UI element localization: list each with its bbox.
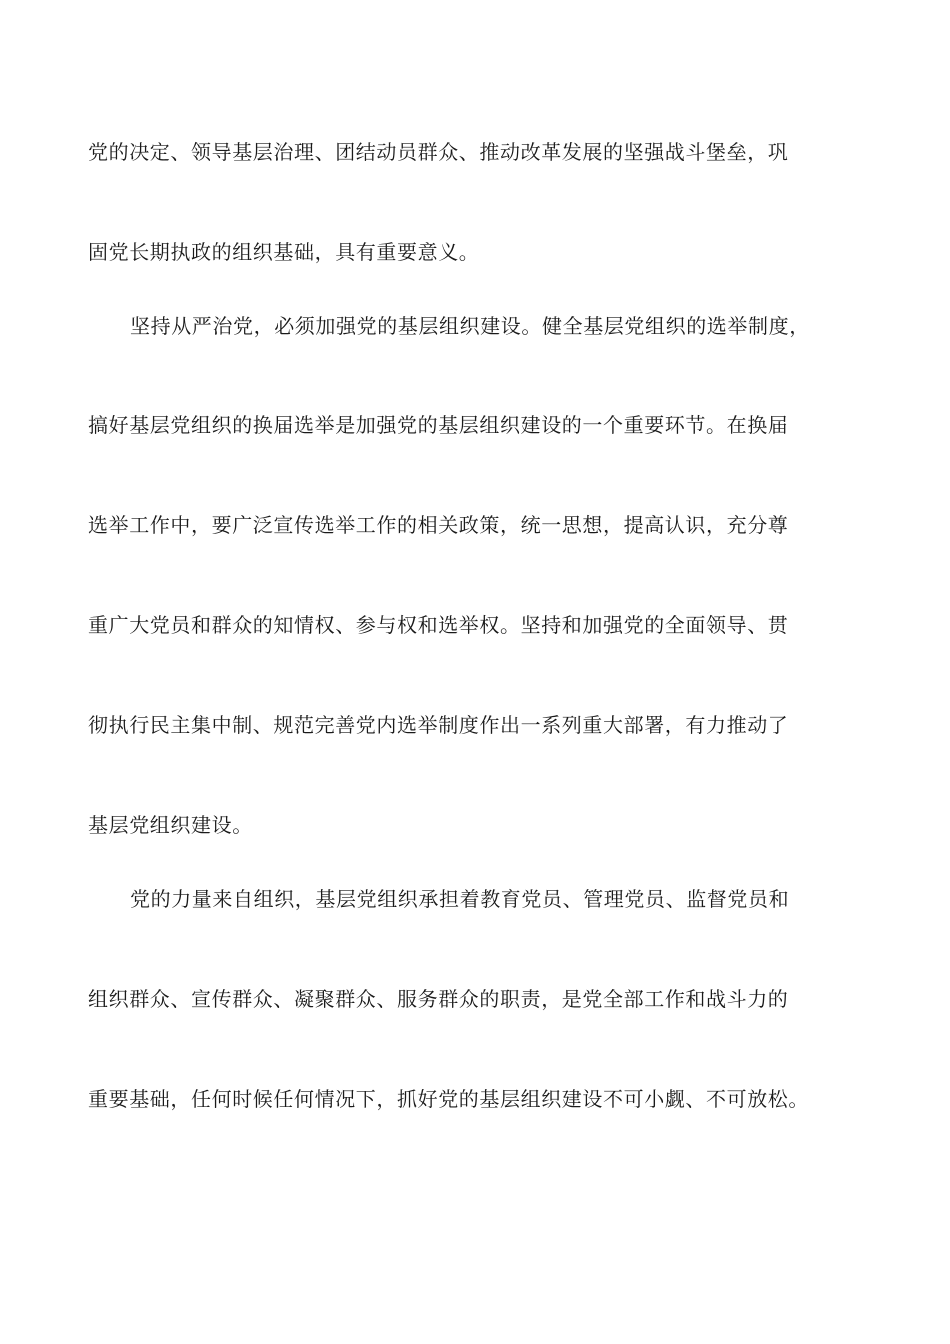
paragraph-start-line: 坚持从严治党，必须加强党的基层组织建设。健全基层党组织的选举制度， bbox=[130, 314, 810, 338]
text-line: 选举工作中，要广泛宣传选举工作的相关政策，统一思想，提高认识，充分尊 bbox=[88, 513, 789, 537]
text-line: 组织群众、宣传群众、凝聚群众、服务群众的职责，是党全部工作和战斗力的 bbox=[88, 987, 789, 1011]
text-line: 重广大党员和群众的知情权、参与权和选举权。坚持和加强党的全面领导、贯 bbox=[88, 613, 789, 637]
text-line: 固党长期执政的组织基础，具有重要意义。 bbox=[88, 240, 480, 264]
text-line: 重要基础，任何时候任何情况下，抓好党的基层组织建设不可小觑、不可放松。 bbox=[88, 1087, 809, 1111]
paragraph-start-line: 党的力量来自组织，基层党组织承担着教育党员、管理党员、监督党员和 bbox=[130, 887, 790, 911]
text-line: 党的决定、领导基层治理、团结动员群众、推动改革发展的坚强战斗堡垒，巩 bbox=[88, 140, 789, 164]
text-line: 搞好基层党组织的换届选举是加强党的基层组织建设的一个重要环节。在换届 bbox=[88, 413, 789, 437]
text-line: 彻执行民主集中制、规范完善党内选举制度作出一系列重大部署，有力推动了 bbox=[88, 713, 789, 737]
text-line: 基层党组织建设。 bbox=[88, 813, 253, 837]
